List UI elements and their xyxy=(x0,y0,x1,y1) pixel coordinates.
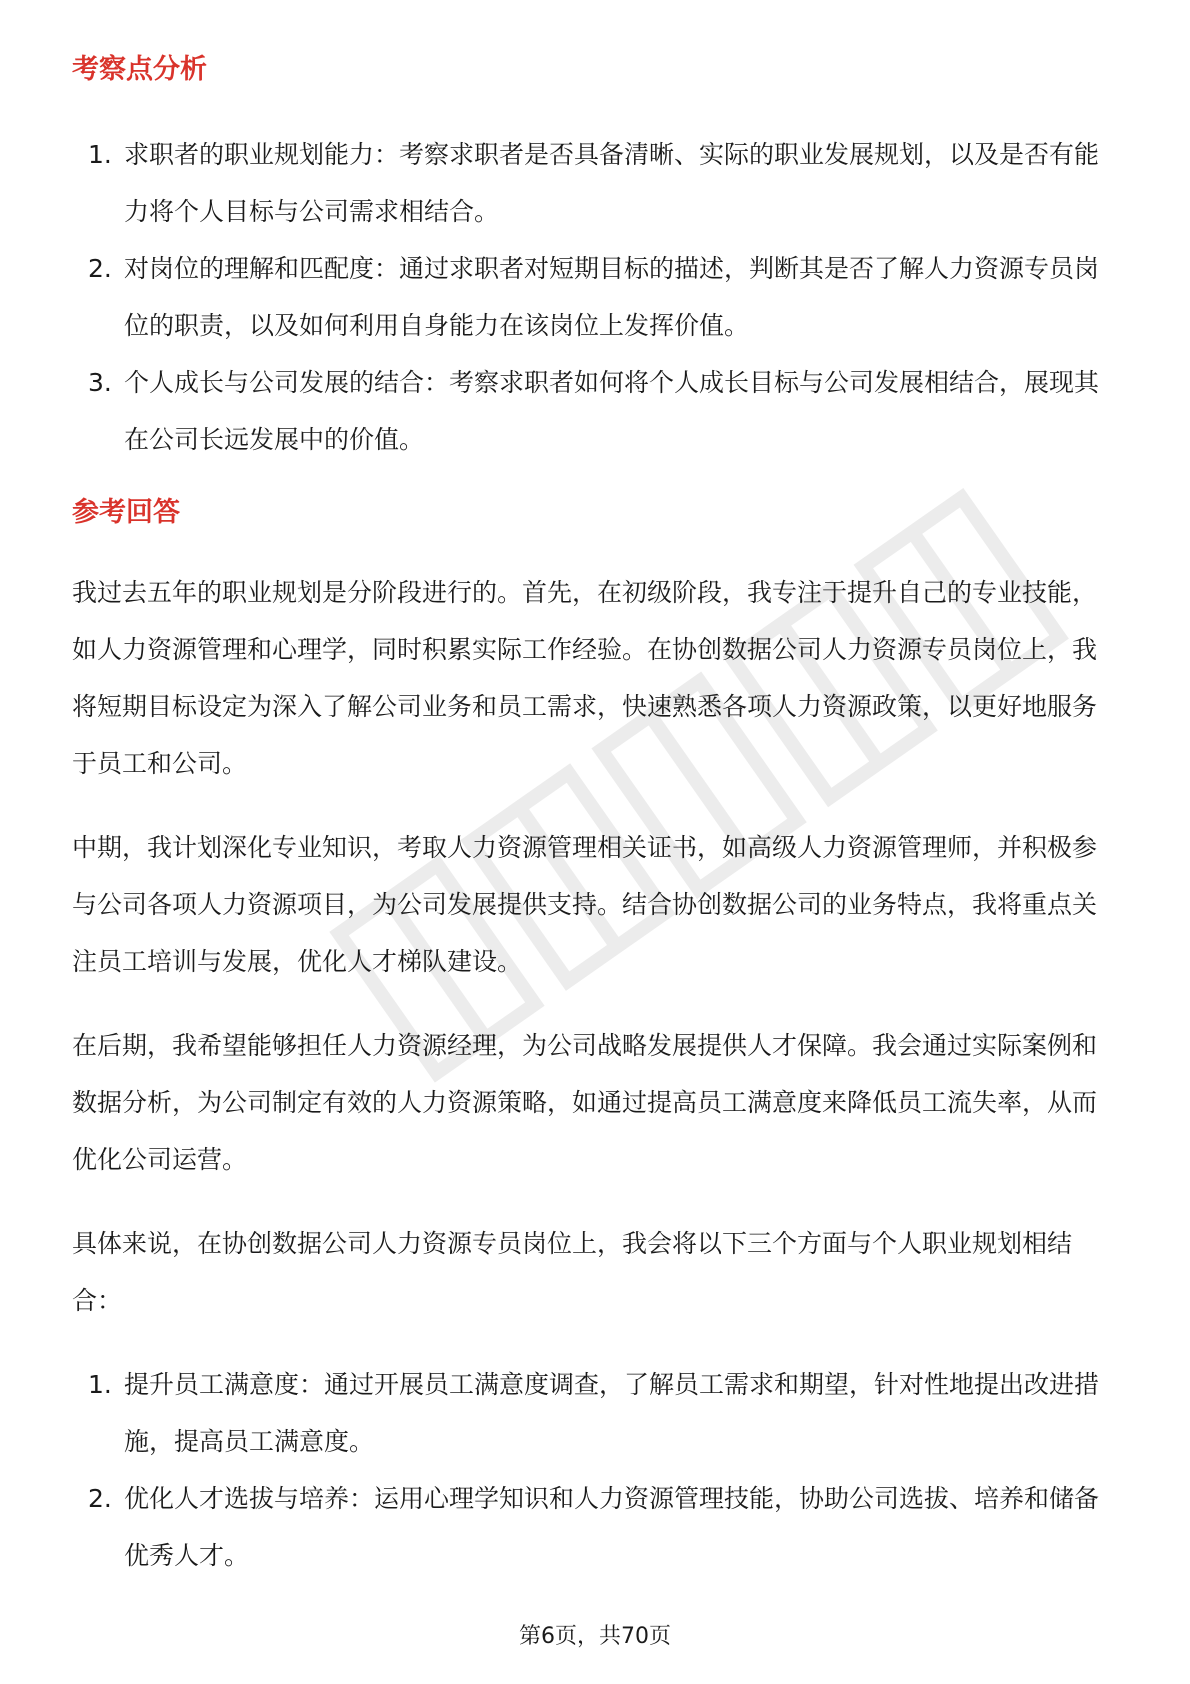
list-number: 1. xyxy=(88,1370,112,1399)
list-item xyxy=(72,1356,1112,1470)
list-number: 2. xyxy=(88,254,112,283)
page-number: 第6页，共70页 xyxy=(519,1624,671,1649)
list-text: 优化人才选拔与培养：运用心理学知识和人力资源管理技能，协助公司选拔、培养和储备优秀人才。 xyxy=(124,1484,1100,1570)
list-item xyxy=(72,1470,1112,1584)
list-number: 2. xyxy=(88,1484,112,1513)
list-text: 个人成长与公司发展的结合：考察求职者如何将个人成长目标与公司发展相结合，展现其在公司长远发展中的价值。 xyxy=(124,368,1100,454)
list-text: 提升员工满意度：通过开展员工满意度调查，了解员工需求和期望，针对性地提出改进措施，提高员工满意度。 xyxy=(124,1370,1100,1456)
list-number: 1. xyxy=(88,140,112,169)
answer-paragraph: 具体来说，在协创数据公司人力资源专员岗位上，我会将以下三个方面与个人职业规划相结合： xyxy=(72,1229,1073,1315)
answer-list xyxy=(72,1356,1112,1584)
analysis-list xyxy=(72,126,1112,468)
analysis-heading: 考察点分析 xyxy=(72,54,207,85)
main-content xyxy=(72,50,1112,1584)
list-item xyxy=(72,126,1112,240)
list-item xyxy=(72,240,1112,354)
list-text: 对岗位的理解和匹配度：通过求职者对短期目标的描述，判断其是否了解人力资源专员岗位的职责，以及如何利用自身能力在该岗位上发挥价值。 xyxy=(124,254,1100,340)
list-text: 求职者的职业规划能力：考察求职者是否具备清晰、实际的职业发展规划，以及是否有能力将个人目标与公司需求相结合。 xyxy=(124,140,1100,226)
answer-paragraph: 中期，我计划深化专业知识，考取人力资源管理相关证书，如高级人力资源管理师，并积极参与公司各项人力资源项目，为公司发展提供支持。结合协创数据公司的业务特点，我将重点关注员工培训与发展，优化人才梯队建设。 xyxy=(72,833,1098,976)
list-number: 3. xyxy=(88,368,112,397)
answer-paragraph: 在后期，我希望能够担任人力资源经理，为公司战略发展提供人才保障。我会通过实际案例和数据分析，为公司制定有效的人力资源策略，如通过提高员工满意度来降低员工流失率，从而优化公司运营。 xyxy=(72,1031,1098,1174)
list-item xyxy=(72,354,1112,468)
answer-paragraph: 我过去五年的职业规划是分阶段进行的。首先，在初级阶段，我专注于提升自己的专业技能，如人力资源管理和心理学，同时积累实际工作经验。在协创数据公司人力资源专员岗位上，我将短期目标设定为深入了解公司业务和员工需求，快速熟悉各项人力资源政策，以更好地服务于员工和公司。 xyxy=(72,578,1098,778)
answer-heading: 参考回答 xyxy=(72,497,180,528)
